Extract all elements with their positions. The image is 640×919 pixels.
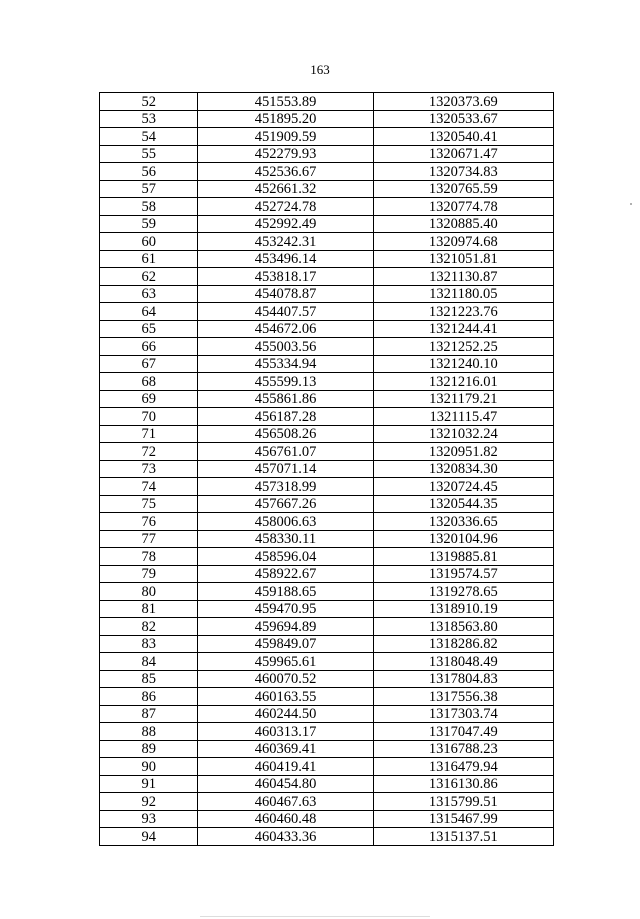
- y-coordinate-cell: 1321051.81: [373, 250, 553, 268]
- y-coordinate-cell: 1320765.59: [373, 180, 553, 198]
- table-row: [100, 93, 554, 111]
- x-coordinate-cell: 452992.49: [198, 215, 373, 233]
- point-number-cell: 87: [100, 705, 198, 723]
- x-coordinate-cell: 452724.78: [198, 198, 373, 216]
- point-number-cell: 81: [100, 600, 198, 618]
- point-number-cell: 72: [100, 443, 198, 461]
- x-coordinate-cell: 458596.04: [198, 548, 373, 566]
- y-coordinate-cell: 1320336.65: [373, 513, 553, 531]
- y-coordinate-cell: 1321179.21: [373, 390, 553, 408]
- y-coordinate-cell: 1318286.82: [373, 635, 553, 653]
- x-coordinate-cell: 456508.26: [198, 425, 373, 443]
- x-coordinate-cell: 459965.61: [198, 653, 373, 671]
- point-number-cell: 52: [100, 93, 198, 111]
- point-number-cell: 75: [100, 495, 198, 513]
- y-coordinate-cell: 1319278.65: [373, 583, 553, 601]
- y-coordinate-cell: 1317556.38: [373, 688, 553, 706]
- y-coordinate-cell: 1315137.51: [373, 828, 553, 846]
- table-row: [100, 425, 554, 443]
- point-number-cell: 74: [100, 478, 198, 496]
- x-coordinate-cell: 460313.17: [198, 723, 373, 741]
- table-row: [100, 740, 554, 758]
- y-coordinate-cell: 1320951.82: [373, 443, 553, 461]
- scan-edge-line: [200, 916, 430, 917]
- point-number-cell: 55: [100, 145, 198, 163]
- x-coordinate-cell: 455003.56: [198, 338, 373, 356]
- point-number-cell: 84: [100, 653, 198, 671]
- y-coordinate-cell: 1320834.30: [373, 460, 553, 478]
- point-number-cell: 92: [100, 793, 198, 811]
- x-coordinate-cell: 451553.89: [198, 93, 373, 111]
- table-row: [100, 775, 554, 793]
- x-coordinate-cell: 457071.14: [198, 460, 373, 478]
- table-row: [100, 250, 554, 268]
- table-row: [100, 180, 554, 198]
- y-coordinate-cell: 1316130.86: [373, 775, 553, 793]
- table-row: [100, 758, 554, 776]
- y-coordinate-cell: 1320885.40: [373, 215, 553, 233]
- y-coordinate-cell: 1317047.49: [373, 723, 553, 741]
- x-coordinate-cell: 451895.20: [198, 110, 373, 128]
- point-number-cell: 86: [100, 688, 198, 706]
- x-coordinate-cell: 456761.07: [198, 443, 373, 461]
- coordinates-table: [99, 92, 554, 846]
- y-coordinate-cell: 1321244.41: [373, 320, 553, 338]
- x-coordinate-cell: 458922.67: [198, 565, 373, 583]
- y-coordinate-cell: 1321252.25: [373, 338, 553, 356]
- x-coordinate-cell: 459694.89: [198, 618, 373, 636]
- point-number-cell: 82: [100, 618, 198, 636]
- table-row: [100, 268, 554, 286]
- table-row: [100, 373, 554, 391]
- point-number-cell: 58: [100, 198, 198, 216]
- point-number-cell: 76: [100, 513, 198, 531]
- x-coordinate-cell: 456187.28: [198, 408, 373, 426]
- point-number-cell: 79: [100, 565, 198, 583]
- point-number-cell: 69: [100, 390, 198, 408]
- table-row: [100, 338, 554, 356]
- x-coordinate-cell: 457318.99: [198, 478, 373, 496]
- y-coordinate-cell: 1315467.99: [373, 810, 553, 828]
- table-row: [100, 128, 554, 146]
- x-coordinate-cell: 460454.80: [198, 775, 373, 793]
- point-number-cell: 71: [100, 425, 198, 443]
- point-number-cell: 83: [100, 635, 198, 653]
- x-coordinate-cell: 460070.52: [198, 670, 373, 688]
- y-coordinate-cell: 1320671.47: [373, 145, 553, 163]
- point-number-cell: 53: [100, 110, 198, 128]
- x-coordinate-cell: 454078.87: [198, 285, 373, 303]
- point-number-cell: 94: [100, 828, 198, 846]
- y-coordinate-cell: 1320724.45: [373, 478, 553, 496]
- y-coordinate-cell: 1320734.83: [373, 163, 553, 181]
- table-row: [100, 233, 554, 251]
- y-coordinate-cell: 1320373.69: [373, 93, 553, 111]
- x-coordinate-cell: 453496.14: [198, 250, 373, 268]
- point-number-cell: 65: [100, 320, 198, 338]
- table-row: [100, 600, 554, 618]
- y-coordinate-cell: 1316788.23: [373, 740, 553, 758]
- x-coordinate-cell: 459849.07: [198, 635, 373, 653]
- table-row: [100, 285, 554, 303]
- table-row: [100, 705, 554, 723]
- point-number-cell: 56: [100, 163, 198, 181]
- x-coordinate-cell: 458330.11: [198, 530, 373, 548]
- table-row: [100, 583, 554, 601]
- x-coordinate-cell: 453818.17: [198, 268, 373, 286]
- point-number-cell: 62: [100, 268, 198, 286]
- coordinates-table-body: [100, 93, 554, 846]
- point-number-cell: 89: [100, 740, 198, 758]
- y-coordinate-cell: 1317303.74: [373, 705, 553, 723]
- y-coordinate-cell: 1321180.05: [373, 285, 553, 303]
- y-coordinate-cell: 1318048.49: [373, 653, 553, 671]
- y-coordinate-cell: 1318563.80: [373, 618, 553, 636]
- point-number-cell: 68: [100, 373, 198, 391]
- point-number-cell: 91: [100, 775, 198, 793]
- table-row: [100, 793, 554, 811]
- y-coordinate-cell: 1321130.87: [373, 268, 553, 286]
- page-number: 163: [310, 62, 330, 77]
- x-coordinate-cell: 460433.36: [198, 828, 373, 846]
- x-coordinate-cell: 452661.32: [198, 180, 373, 198]
- point-number-cell: 54: [100, 128, 198, 146]
- y-coordinate-cell: 1316479.94: [373, 758, 553, 776]
- table-row: [100, 443, 554, 461]
- y-coordinate-cell: 1320540.41: [373, 128, 553, 146]
- scan-speck: [630, 203, 632, 205]
- table-row: [100, 635, 554, 653]
- table-row: [100, 355, 554, 373]
- point-number-cell: 61: [100, 250, 198, 268]
- x-coordinate-cell: 460244.50: [198, 705, 373, 723]
- table-row: [100, 303, 554, 321]
- x-coordinate-cell: 455599.13: [198, 373, 373, 391]
- point-number-cell: 57: [100, 180, 198, 198]
- table-row: [100, 530, 554, 548]
- y-coordinate-cell: 1321115.47: [373, 408, 553, 426]
- point-number-cell: 67: [100, 355, 198, 373]
- table-row: [100, 145, 554, 163]
- table-row: [100, 408, 554, 426]
- table-row: [100, 653, 554, 671]
- y-coordinate-cell: 1320974.68: [373, 233, 553, 251]
- point-number-cell: 90: [100, 758, 198, 776]
- x-coordinate-cell: 458006.63: [198, 513, 373, 531]
- table-row: [100, 828, 554, 846]
- point-number-cell: 60: [100, 233, 198, 251]
- x-coordinate-cell: 454672.06: [198, 320, 373, 338]
- y-coordinate-cell: 1321240.10: [373, 355, 553, 373]
- table-row: [100, 163, 554, 181]
- x-coordinate-cell: 460467.63: [198, 793, 373, 811]
- point-number-cell: 93: [100, 810, 198, 828]
- x-coordinate-cell: 452279.93: [198, 145, 373, 163]
- x-coordinate-cell: 454407.57: [198, 303, 373, 321]
- point-number-cell: 59: [100, 215, 198, 233]
- y-coordinate-cell: 1320774.78: [373, 198, 553, 216]
- point-number-cell: 73: [100, 460, 198, 478]
- y-coordinate-cell: 1320104.96: [373, 530, 553, 548]
- point-number-cell: 66: [100, 338, 198, 356]
- x-coordinate-cell: 459470.95: [198, 600, 373, 618]
- table-row: [100, 320, 554, 338]
- y-coordinate-cell: 1320544.35: [373, 495, 553, 513]
- x-coordinate-cell: 457667.26: [198, 495, 373, 513]
- table-row: [100, 478, 554, 496]
- table-row: [100, 670, 554, 688]
- table-row: [100, 495, 554, 513]
- table-row: [100, 618, 554, 636]
- y-coordinate-cell: 1319574.57: [373, 565, 553, 583]
- y-coordinate-cell: 1321223.76: [373, 303, 553, 321]
- point-number-cell: 70: [100, 408, 198, 426]
- table-row: [100, 565, 554, 583]
- point-number-cell: 64: [100, 303, 198, 321]
- x-coordinate-cell: 455334.94: [198, 355, 373, 373]
- x-coordinate-cell: 460419.41: [198, 758, 373, 776]
- table-row: [100, 215, 554, 233]
- x-coordinate-cell: 455861.86: [198, 390, 373, 408]
- y-coordinate-cell: 1315799.51: [373, 793, 553, 811]
- table-row: [100, 110, 554, 128]
- point-number-cell: 85: [100, 670, 198, 688]
- x-coordinate-cell: 452536.67: [198, 163, 373, 181]
- point-number-cell: 78: [100, 548, 198, 566]
- table-row: [100, 723, 554, 741]
- point-number-cell: 80: [100, 583, 198, 601]
- point-number-cell: 63: [100, 285, 198, 303]
- y-coordinate-cell: 1321032.24: [373, 425, 553, 443]
- x-coordinate-cell: 460163.55: [198, 688, 373, 706]
- table-row: [100, 513, 554, 531]
- x-coordinate-cell: 459188.65: [198, 583, 373, 601]
- point-number-cell: 77: [100, 530, 198, 548]
- table-row: [100, 198, 554, 216]
- y-coordinate-cell: 1318910.19: [373, 600, 553, 618]
- table-row: [100, 548, 554, 566]
- table-row: [100, 460, 554, 478]
- point-number-cell: 88: [100, 723, 198, 741]
- x-coordinate-cell: 460460.48: [198, 810, 373, 828]
- y-coordinate-cell: 1317804.83: [373, 670, 553, 688]
- x-coordinate-cell: 451909.59: [198, 128, 373, 146]
- table-row: [100, 688, 554, 706]
- x-coordinate-cell: 460369.41: [198, 740, 373, 758]
- y-coordinate-cell: 1321216.01: [373, 373, 553, 391]
- y-coordinate-cell: 1320533.67: [373, 110, 553, 128]
- x-coordinate-cell: 453242.31: [198, 233, 373, 251]
- y-coordinate-cell: 1319885.81: [373, 548, 553, 566]
- table-row: [100, 810, 554, 828]
- table-row: [100, 390, 554, 408]
